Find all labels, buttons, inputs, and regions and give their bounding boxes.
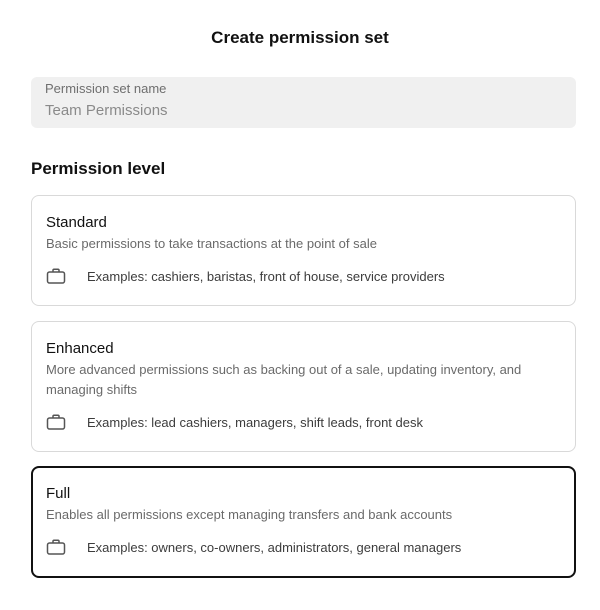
- option-description: Enables all permissions except managing transfers and bank accounts: [46, 507, 453, 522]
- option-examples-text: Examples: owners, co-owners, administrators, general managers: [87, 539, 462, 555]
- option-title: Standard: [46, 214, 107, 231]
- option-examples: [46, 539, 561, 555]
- option-examples-text: Examples: lead cashiers, managers, shift leads, front desk: [87, 414, 423, 430]
- permission-option-full[interactable]: [31, 466, 576, 578]
- permission-option-standard[interactable]: [31, 195, 576, 306]
- option-description: Basic permissions to take transactions at the point of sale: [46, 236, 377, 251]
- permission-level-heading: Permission level: [31, 159, 166, 178]
- permission-set-name-label: Permission set name: [45, 81, 167, 96]
- briefcase-icon: [46, 268, 66, 284]
- option-examples: [46, 268, 561, 284]
- permission-option-enhanced[interactable]: [31, 321, 576, 452]
- option-description: More advanced permissions such as backing out of a sale, updating inventory, and managing shifts: [46, 362, 522, 397]
- briefcase-icon: [46, 539, 66, 555]
- option-examples: [46, 414, 561, 430]
- briefcase-icon: [46, 414, 66, 430]
- permission-set-name-input[interactable]: [45, 102, 562, 119]
- option-examples-text: Examples: cashiers, baristas, front of house, service providers: [87, 268, 445, 284]
- page-title: Create permission set: [211, 28, 389, 47]
- permission-set-name-field[interactable]: [31, 77, 576, 128]
- option-title: Enhanced: [46, 340, 114, 357]
- option-title: Full: [46, 485, 71, 502]
